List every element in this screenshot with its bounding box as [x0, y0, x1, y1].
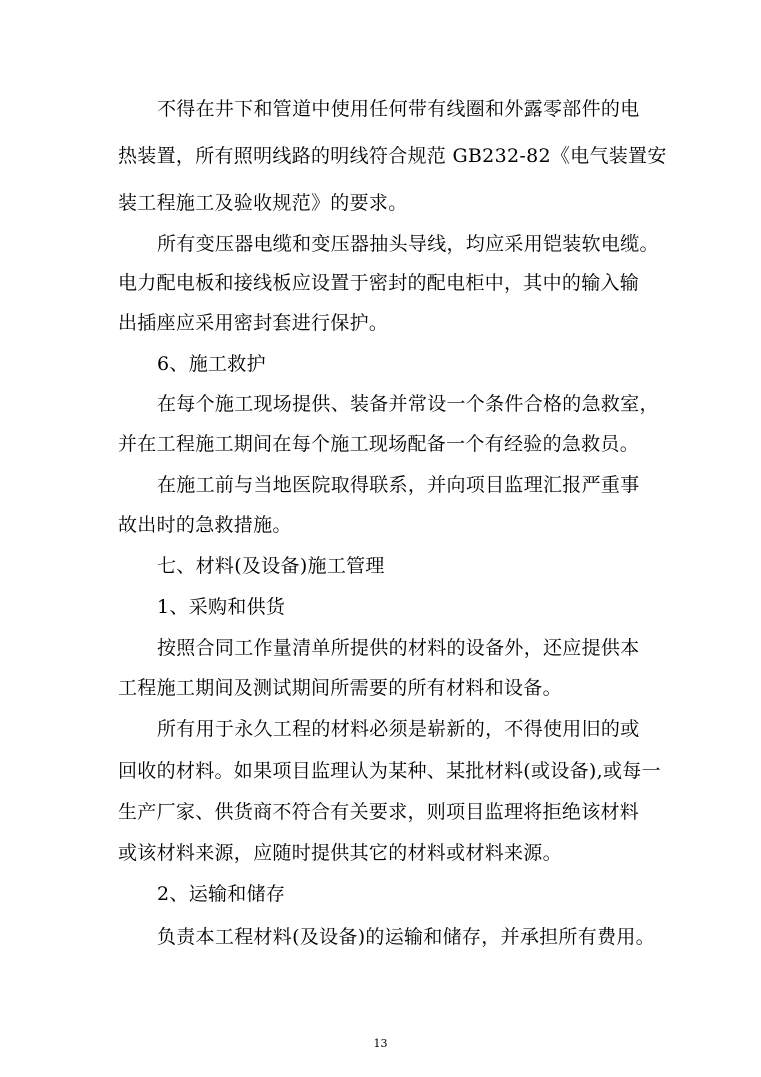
chapter-heading: 七、材料(及设备)施工管理	[157, 555, 385, 577]
paragraph-line: 出插座应采用密封套进行保护。	[118, 312, 389, 334]
paragraph-line: 回收的材料。如果项目监理认为某种、某批材料(或设备),或每一	[118, 760, 661, 782]
paragraph-line: 生产厂家、供货商不符合有关要求，则项目监理将拒绝该材料	[118, 801, 640, 823]
paragraph-line: 所有变压器电缆和变压器抽头导线，均应采用铠装软电缆。	[157, 233, 659, 255]
paragraph-line: 电力配电板和接线板应设置于密封的配电柜中，其中的输入输	[118, 272, 640, 294]
page-number: 13	[373, 1037, 388, 1050]
paragraph-line: 热装置，所有照明线路的明线符合规范 GB232-82《电气装置安	[118, 145, 667, 167]
section-heading: 1、采购和供货	[157, 596, 286, 618]
paragraph-line: 或该材料来源，应随时提供其它的材料或材料来源。	[118, 842, 562, 864]
section-heading: 6、施工救护	[157, 353, 266, 375]
paragraph-line: 按照合同工作量清单所提供的材料的设备外，还应提供本	[157, 637, 640, 659]
paragraph-line: 在施工前与当地医院取得联系，并向项目监理汇报严重事	[157, 474, 640, 496]
paragraph-line: 故出时的急救措施。	[118, 514, 292, 536]
paragraph-line: 装工程施工及验收规范》的要求。	[118, 192, 408, 214]
paragraph-line: 并在工程施工期间在每个施工现场配备一个有经验的急救员。	[118, 433, 640, 455]
paragraph-line: 不得在井下和管道中使用任何带有线圈和外露零部件的电	[157, 98, 640, 120]
paragraph-line: 负责本工程材料(及设备)的运输和储存，并承担所有费用。	[157, 926, 655, 948]
paragraph-line: 在每个施工现场提供、装备并常设一个条件合格的急救室，	[157, 393, 659, 415]
paragraph-line: 工程施工期间及测试期间所需要的所有材料和设备。	[118, 677, 562, 699]
section-heading: 2、运输和储存	[157, 883, 286, 905]
paragraph-line: 所有用于永久工程的材料必须是崭新的，不得使用旧的或	[157, 718, 640, 740]
